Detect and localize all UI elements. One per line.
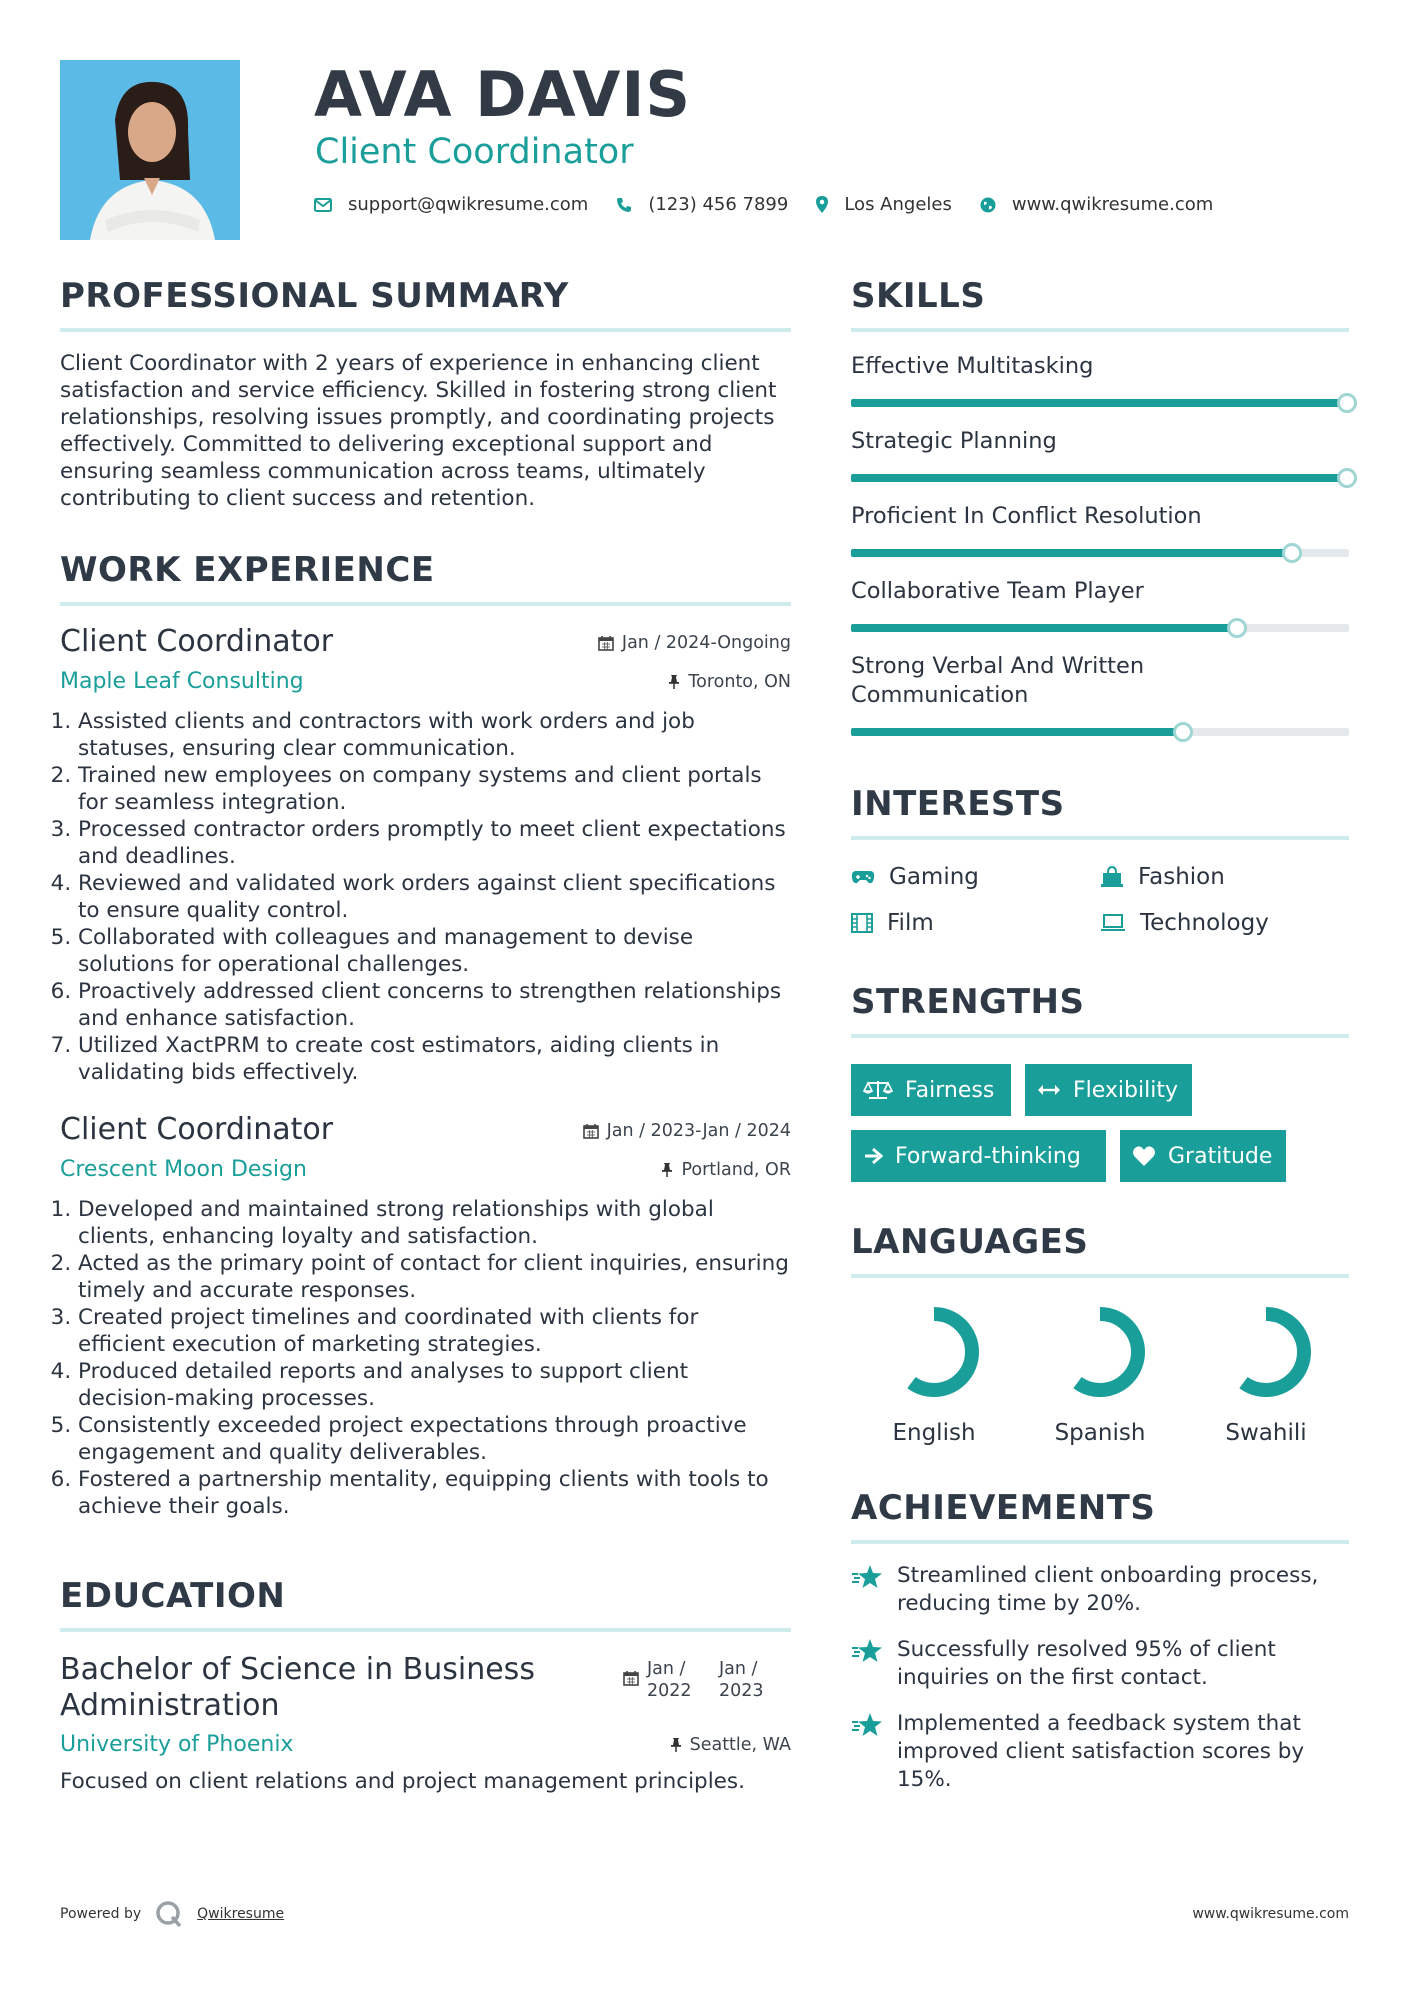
job-entry [60, 624, 791, 1086]
phone-icon [616, 197, 632, 213]
job-bullet: 7. Utilized XactPRM to create cost estimators, aiding clients in validating bids effectively. [78, 1032, 791, 1086]
envelope-icon [314, 198, 332, 212]
language-label: English [892, 1420, 976, 1446]
language-level-ring [1218, 1304, 1314, 1400]
skill-item [851, 352, 1349, 407]
skill-item [851, 502, 1349, 557]
calendar-icon [623, 1670, 639, 1686]
language-label: Swahili [1225, 1420, 1307, 1446]
interest-item [1100, 864, 1349, 890]
education-dates [623, 1658, 791, 1724]
gamepad-icon [851, 869, 875, 885]
job-title: Client Coordinator [60, 624, 334, 659]
language-item [851, 1304, 1017, 1446]
languages-list [851, 1304, 1349, 1446]
job-bullets [60, 1196, 791, 1520]
language-item [1017, 1304, 1183, 1446]
job-location-text: Portland, OR [681, 1159, 791, 1180]
company-name: Maple Leaf Consulting [60, 669, 304, 694]
star-award-icon [851, 1638, 883, 1664]
profile-photo [60, 60, 240, 240]
strengths-heading: STRENGTHS [851, 982, 1349, 1038]
star-award-icon [851, 1712, 883, 1738]
job-bullet: 6. Fostered a partnership mentality, equipping clients with tools to achieve their goals. [78, 1466, 791, 1520]
strength-label: Gratitude [1168, 1143, 1273, 1169]
interest-label: Film [887, 910, 934, 936]
shopping-bag-icon [1100, 866, 1124, 888]
contact-location [816, 194, 952, 215]
job-bullet: 3. Processed contractor orders promptly to meet client expectations and deadlines. [78, 816, 791, 870]
education-entry [60, 1652, 791, 1724]
achievement-item [851, 1710, 1349, 1794]
contact-email[interactable] [314, 194, 588, 215]
job-location-text: Toronto, ON [688, 671, 791, 692]
powered-by-label: Powered by [60, 1906, 142, 1922]
strength-tag [851, 1130, 1106, 1182]
profile-photo-illustration [60, 60, 240, 240]
strength-tag [851, 1064, 1011, 1116]
left-column [60, 276, 791, 1794]
arrow-right-icon [863, 1147, 883, 1165]
contact-website[interactable] [980, 194, 1213, 215]
company-name: Crescent Moon Design [60, 1157, 307, 1182]
footer-branding [60, 1900, 284, 1928]
job-location [661, 1160, 791, 1180]
strength-label: Flexibility [1073, 1077, 1178, 1103]
achievements-heading: ACHIEVEMENTS [851, 1488, 1349, 1544]
interest-label: Technology [1140, 910, 1269, 936]
skill-fill [851, 728, 1185, 736]
film-icon [851, 913, 873, 933]
skill-bar [851, 624, 1349, 632]
skill-bar [851, 728, 1349, 736]
skill-label: Strong Verbal And Written Communication [851, 653, 1145, 708]
summary-heading: PROFESSIONAL SUMMARY [60, 276, 791, 332]
contact-location-text: Los Angeles [844, 194, 952, 215]
skill-fill [851, 474, 1349, 482]
job-entry [60, 1112, 791, 1520]
laptop-icon [1100, 914, 1126, 932]
job-bullet: 5. Consistently exceeded project expectations through proactive engagement and quality deliverables. [78, 1412, 791, 1466]
achievement-item [851, 1636, 1349, 1692]
interest-item [851, 864, 1100, 890]
job-bullet: 4. Produced detailed reports and analyses to support client decision-making processes. [78, 1358, 791, 1412]
skill-fill [851, 399, 1349, 407]
interest-label: Fashion [1138, 864, 1225, 890]
skill-knob [1173, 722, 1193, 742]
skill-knob [1282, 543, 1302, 563]
achievement-text: Successfully resolved 95% of client inquiries on the first contact. [897, 1637, 1276, 1690]
right-column [851, 276, 1349, 1794]
job-bullet: 4. Reviewed and validated work orders against client specifications to ensure quality control. [78, 870, 791, 924]
contact-phone-text: (123) 456 7899 [648, 194, 789, 215]
summary-text: Client Coordinator with 2 years of experience in enhancing client satisfaction and service efficiency. Skilled in fostering strong client relationships, resolving issues promptly, and coordinating projects effectively. Committed to delivering exceptional support and ensuring seamless communication across teams, ultimately contributing to client success and retention. [60, 351, 777, 511]
strength-tag [1120, 1130, 1286, 1182]
language-level-ring [1052, 1304, 1148, 1400]
pushpin-icon [661, 1162, 673, 1178]
job-title: Client Coordinator [60, 1112, 334, 1147]
skill-label: Effective Multitasking [851, 353, 1094, 379]
achievement-item [851, 1562, 1349, 1618]
job-date-text: Jan / 2023-Jan / 2024 [606, 1121, 791, 1141]
skill-label: Collaborative Team Player [851, 578, 1144, 604]
candidate-title: Client Coordinator [315, 132, 634, 172]
interests-list [851, 864, 1349, 936]
education-end-date: Jan / 2023 [719, 1659, 764, 1701]
skill-bar [851, 549, 1349, 557]
education-start-date: Jan / 2022 [647, 1659, 692, 1701]
heart-icon [1132, 1145, 1156, 1167]
language-item [1183, 1304, 1349, 1446]
skill-bar [851, 474, 1349, 482]
job-bullet: 2. Trained new employees on company systems and client portals for seamless integration. [78, 762, 791, 816]
skill-knob [1337, 468, 1357, 488]
candidate-name: AVA DAVIS [314, 58, 692, 131]
star-award-icon [851, 1564, 883, 1590]
footer-url[interactable]: www.qwikresume.com [1192, 1906, 1349, 1922]
education-location [670, 1735, 791, 1755]
pushpin-icon [670, 1737, 682, 1753]
qwikresume-link[interactable]: Qwikresume [197, 1906, 285, 1922]
interest-item [1100, 910, 1349, 936]
achievement-text: Streamlined client onboarding process, reducing time by 20%. [897, 1563, 1319, 1616]
contact-website-text: www.qwikresume.com [1011, 194, 1214, 215]
strengths-list [851, 1064, 1349, 1182]
job-bullet: 5. Collaborated with colleagues and management to devise solutions for operational challenges. [78, 924, 791, 978]
strength-tag [1025, 1064, 1192, 1116]
skill-bar [851, 399, 1349, 407]
skill-item [851, 652, 1349, 736]
skill-fill [851, 549, 1294, 557]
strength-label: Fairness [905, 1077, 995, 1103]
job-bullet: 3. Created project timelines and coordinated with clients for efficient execution of marketing strategies. [78, 1304, 791, 1358]
job-bullets [60, 708, 791, 1086]
job-bullet: 2. Acted as the primary point of contact for client inquiries, ensuring timely and accurate responses. [78, 1250, 791, 1304]
achievement-text: Implemented a feedback system that improved client satisfaction scores by 15%. [897, 1711, 1305, 1792]
skills-list [851, 352, 1349, 736]
job-bullet: 1. Assisted clients and contractors with work orders and job statuses, ensuring clear communication. [78, 708, 791, 762]
interest-item [851, 910, 1100, 936]
skill-item [851, 427, 1349, 482]
calendar-icon [598, 635, 614, 651]
degree-title: Bachelor of Science in Business Administration [60, 1652, 535, 1723]
education-heading: EDUCATION [60, 1576, 791, 1632]
job-date [598, 633, 791, 653]
job-date [583, 1121, 791, 1141]
interest-label: Gaming [889, 864, 979, 890]
work-heading: WORK EXPERIENCE [60, 550, 791, 606]
language-label: Spanish [1054, 1420, 1146, 1446]
job-bullet: 1. Developed and maintained strong relationships with global clients, enhancing loyalty and satisfaction. [78, 1196, 791, 1250]
skill-item [851, 577, 1349, 632]
job-bullet: 6. Proactively addressed client concerns to strengthen relationships and enhance satisfaction. [78, 978, 791, 1032]
skill-fill [851, 624, 1239, 632]
contact-bar [314, 194, 1241, 215]
language-level-ring [886, 1304, 982, 1400]
calendar-icon [583, 1123, 599, 1139]
pushpin-icon [668, 674, 680, 690]
skills-heading: SKILLS [851, 276, 1349, 332]
strength-label: Forward-thinking [895, 1143, 1081, 1169]
arrows-horizontal-icon [1037, 1083, 1061, 1097]
qwikresume-logo-icon [155, 1900, 183, 1928]
map-marker-icon [816, 196, 828, 213]
achievements-list [851, 1562, 1349, 1794]
job-date-text: Jan / 2024-Ongoing [621, 633, 791, 653]
skill-knob [1337, 393, 1357, 413]
globe-icon [980, 197, 996, 213]
languages-heading: LANGUAGES [851, 1222, 1349, 1278]
skill-label: Proficient In Conflict Resolution [851, 503, 1202, 529]
balance-scale-icon [863, 1079, 893, 1101]
skill-label: Strategic Planning [851, 428, 1057, 454]
contact-email-text: support@qwikresume.com [348, 194, 589, 215]
interests-heading: INTERESTS [851, 784, 1349, 840]
education-description: Focused on client relations and project management principles. [60, 1769, 745, 1794]
education-location-text: Seattle, WA [689, 1734, 791, 1755]
contact-phone[interactable] [616, 194, 788, 215]
skill-knob [1227, 618, 1247, 638]
job-location [668, 672, 791, 692]
school-name: University of Phoenix [60, 1732, 294, 1757]
